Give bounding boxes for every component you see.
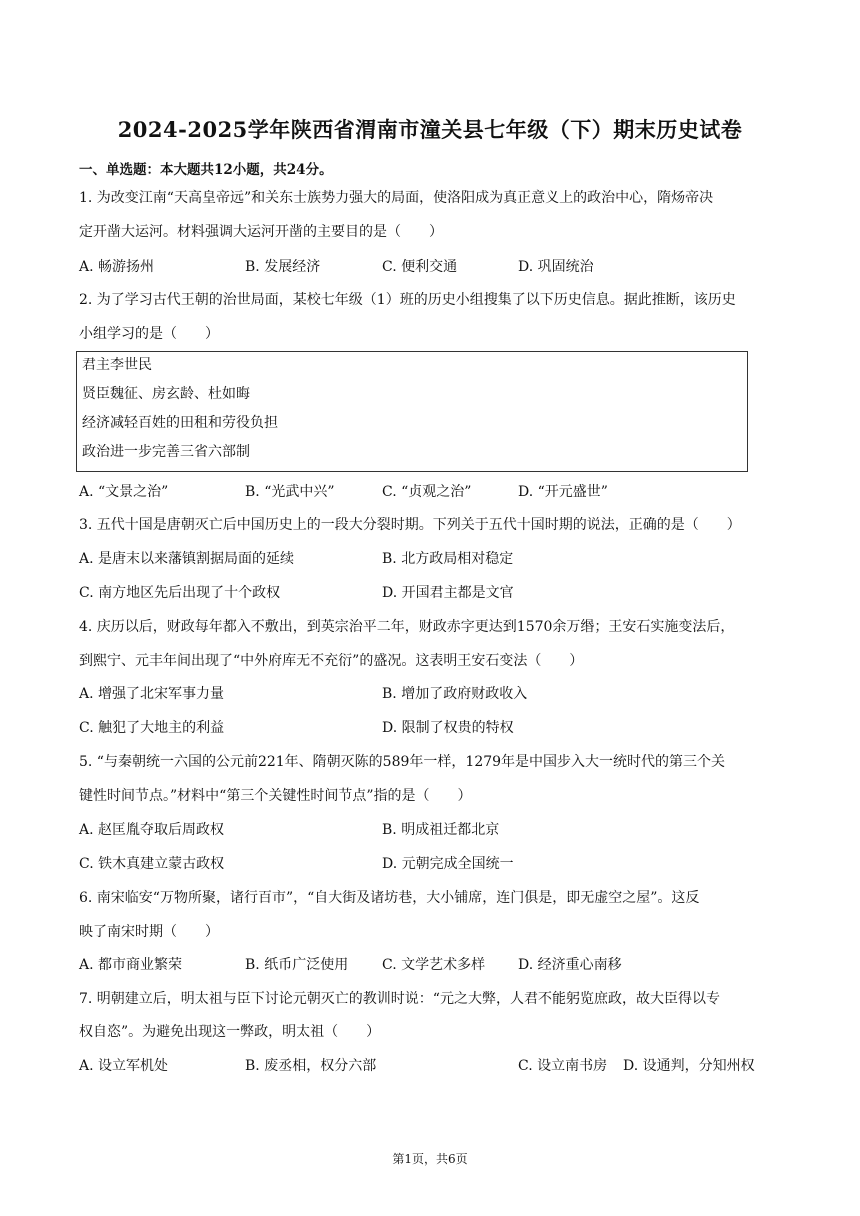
question-6-line-2: 映了南宋时期（ ） bbox=[79, 924, 219, 940]
q1-option-b: B. 发展经济 bbox=[245, 259, 321, 275]
q2-option-d: D. “开元盛世” bbox=[518, 484, 608, 500]
q4-option-a: A. 增强了北宋军事力量 bbox=[79, 686, 225, 702]
question-4-line-1: 4. 庆历以后，财政每年都入不敷出，到英宗治平二年，财政赤字更达到1570余万缗；王安石实施变法后， bbox=[79, 619, 735, 635]
q5-option-b: B. 明成祖迁都北京 bbox=[382, 822, 500, 838]
q1-option-d: D. 巩固统治 bbox=[518, 259, 594, 275]
section-heading: 一、单选题：本大题共12小题，共24分。 bbox=[79, 162, 333, 178]
question-6-line-1: 6. 南宋临安“万物所聚，诸行百市”，“自大街及诸坊巷，大小铺席，连门俱是，即无虚空之屋”。这反 bbox=[79, 890, 700, 906]
q2-option-a: A. “文景之治” bbox=[79, 484, 169, 500]
q7-option-a: A. 设立军机处 bbox=[79, 1058, 169, 1074]
q5-option-d: D. 元朝完成全国统一 bbox=[382, 856, 514, 872]
q7-option-d: D. 设通判，分知州权 bbox=[623, 1058, 755, 1074]
question-2-line-1: 2. 为了学习古代王朝的治世局面，某校七年级（1）班的历史小组搜集了以下历史信息。据此推断，该历史 bbox=[79, 292, 736, 308]
page-footer: 第1页，共6页 bbox=[392, 1152, 468, 1166]
q4-option-d: D. 限制了权贵的特权 bbox=[382, 720, 514, 736]
q3-option-d: D. 开国君主都是文官 bbox=[382, 585, 514, 601]
q3-option-a: A. 是唐末以来藩镇割据局面的延续 bbox=[79, 551, 295, 567]
q4-option-c: C. 触犯了大地主的利益 bbox=[79, 720, 225, 736]
q4-option-b: B. 增加了政府财政收入 bbox=[382, 686, 528, 702]
q1-option-c: C. 便利交通 bbox=[382, 259, 458, 275]
q6-option-b: B. 纸币广泛使用 bbox=[245, 957, 349, 973]
question-1-line-2: 定开凿大运河。材料强调大运河开凿的主要目的是（ ） bbox=[79, 224, 443, 240]
question-4-line-2: 到熙宁、元丰年间出现了“中外府库无不充衍”的盛况。这表明王安石变法（ ） bbox=[79, 653, 584, 669]
q3-option-b: B. 北方政局相对稳定 bbox=[382, 551, 514, 567]
q6-option-d: D. 经济重心南移 bbox=[518, 957, 622, 973]
question-7-line-1: 7. 明朝建立后，明太祖与臣下讨论元朝灭亡的教训时说：“元之大弊，人君不能躬览庶政，故大臣得以专 bbox=[79, 991, 720, 1007]
question-1-line-1: 1. 为改变江南“天高皇帝远”和关东士族势力强大的局面，使洛阳成为真正意义上的政治中心，隋炀帝决 bbox=[79, 190, 714, 206]
question-2-line-2: 小组学习的是（ ） bbox=[79, 326, 219, 342]
q3-option-c: C. 南方地区先后出现了十个政权 bbox=[79, 585, 281, 601]
q7-option-b: B. 废丞相，权分六部 bbox=[245, 1058, 377, 1074]
q6-option-c: C. 文学艺术多样 bbox=[382, 957, 486, 973]
material-line: 君主李世民 bbox=[82, 357, 152, 373]
q2-option-c: C. “贞观之治” bbox=[382, 484, 472, 500]
page-title: 2024-2025学年陕西省渭南市潼关县七年级（下）期末历史试卷 bbox=[117, 117, 743, 142]
question-5-line-2: 键性时间节点。”材料中“第三个关键性时间节点”指的是（ ） bbox=[79, 788, 472, 804]
question-7-line-2: 权自恣”。为避免出现这一弊政，明太祖（ ） bbox=[79, 1024, 381, 1040]
q5-option-a: A. 赵匡胤夺取后周政权 bbox=[79, 822, 225, 838]
q7-option-c: C. 设立南书房 bbox=[518, 1058, 608, 1074]
material-line: 贤臣魏征、房玄龄、杜如晦 bbox=[82, 386, 250, 402]
q2-material-box bbox=[76, 351, 748, 472]
material-line: 经济减轻百姓的田租和劳役负担 bbox=[82, 415, 278, 431]
question-3-line-1: 3. 五代十国是唐朝灭亡后中国历史上的一段大分裂时期。下列关于五代十国时期的说法，正确的是（ ） bbox=[79, 517, 741, 533]
q2-option-b: B. “光武中兴” bbox=[245, 484, 335, 500]
q1-option-a: A. 畅游扬州 bbox=[79, 259, 155, 275]
q6-option-a: A. 都市商业繁荣 bbox=[79, 957, 183, 973]
material-line: 政治进一步完善三省六部制 bbox=[82, 444, 250, 460]
q5-option-c: C. 铁木真建立蒙古政权 bbox=[79, 856, 225, 872]
question-5-line-1: 5. “与秦朝统一六国的公元前221年、隋朝灭陈的589年一样，1279年是中国步入大一统时代的第三个关 bbox=[79, 754, 726, 770]
